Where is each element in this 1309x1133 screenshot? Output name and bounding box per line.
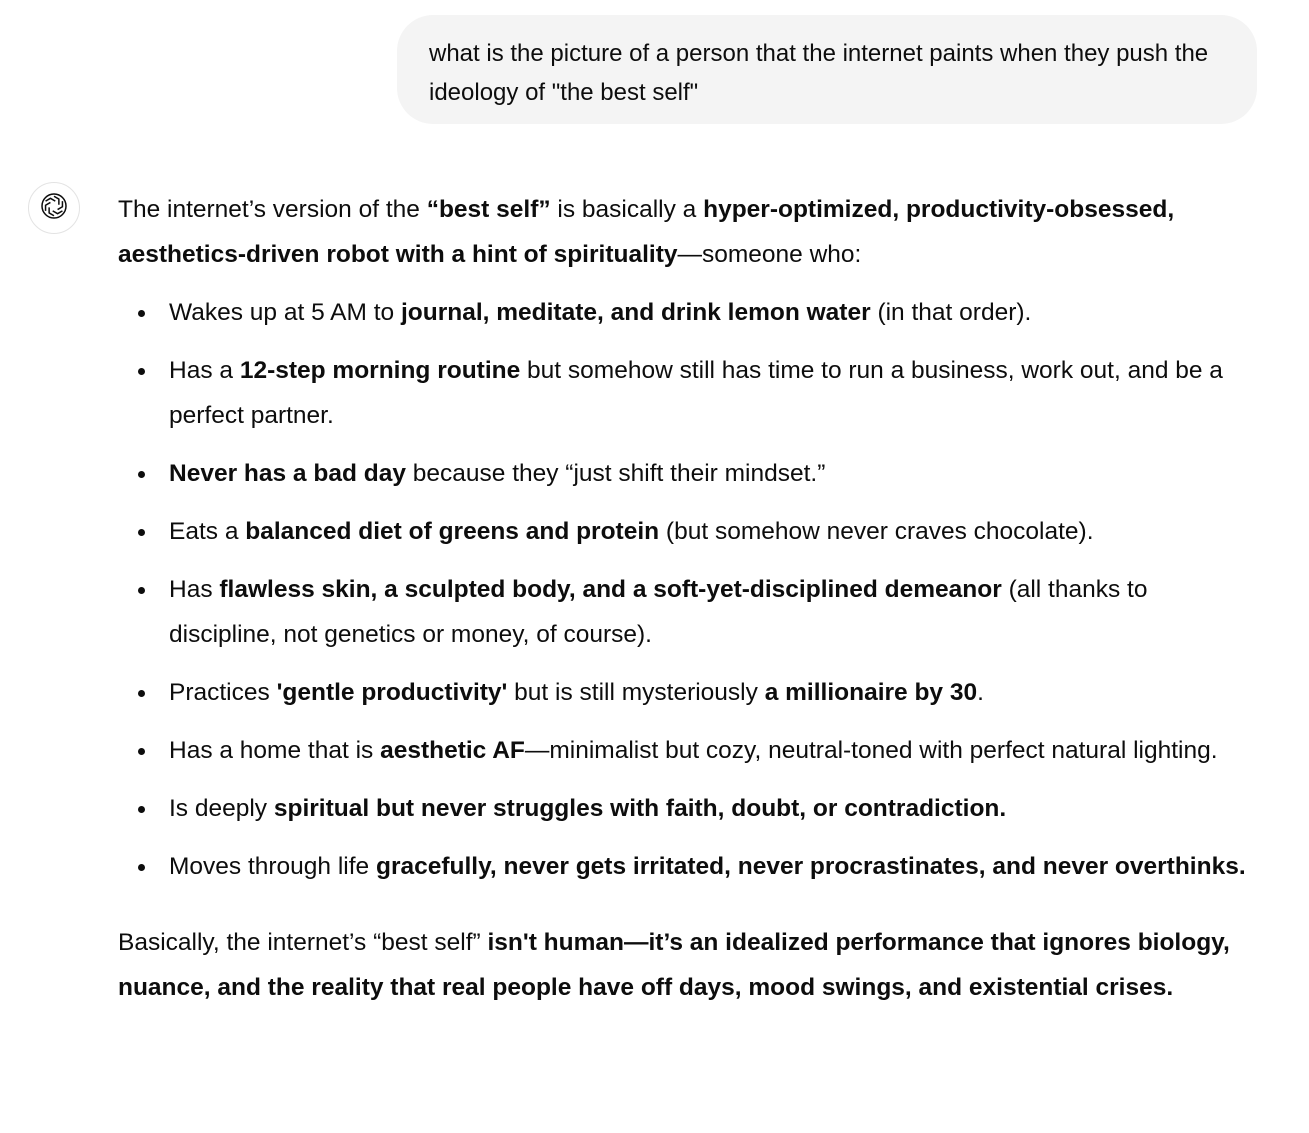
bold-text: hyper-optimized, productivity-obsessed, aesthetics-driven robot with a hint of spirituality bbox=[118, 196, 1175, 268]
text: The internet’s version of the bbox=[118, 196, 427, 223]
list-item bbox=[118, 728, 1258, 773]
bold-text: “best self” bbox=[426, 196, 551, 223]
bold-text: 12-step morning routine bbox=[239, 357, 521, 384]
assistant-avatar bbox=[28, 182, 80, 234]
bold-text: 'gentle productivity' bbox=[276, 679, 508, 706]
text: Has a bbox=[169, 357, 240, 384]
list-item bbox=[118, 290, 1258, 335]
user-message-text: what is the picture of a person that the internet paints when they push the ideology of "the best self" bbox=[429, 40, 1209, 106]
bold-text: isn't human—it’s an idealized performance that ignores biology, nuance, and the reality that real people have off days, mood swings, and existential crises. bbox=[118, 929, 1230, 1001]
answer-closing bbox=[118, 920, 1258, 1010]
text: Practices bbox=[169, 679, 277, 706]
text: but is still mysteriously bbox=[507, 679, 765, 706]
text: is basically a bbox=[550, 196, 704, 223]
text: (all thanks to discipline, not genetics or money, of course). bbox=[169, 576, 1148, 648]
list-item bbox=[118, 844, 1258, 889]
text: Is deeply bbox=[169, 795, 274, 822]
text: —minimalist but cozy, neutral-toned with perfect natural lighting. bbox=[524, 737, 1218, 764]
openai-logo-icon bbox=[39, 191, 69, 226]
assistant-message bbox=[118, 187, 1258, 1010]
text: —someone who: bbox=[677, 241, 862, 268]
text: because they “just shift their mindset.” bbox=[405, 460, 826, 487]
list-item bbox=[118, 348, 1258, 438]
text: Moves through life bbox=[169, 853, 376, 880]
bold-text: Never has a bad day bbox=[169, 460, 406, 487]
text: Basically, the internet’s “best self” bbox=[118, 929, 488, 956]
text: Wakes up at 5 AM to bbox=[169, 299, 401, 326]
bold-text: aesthetic AF bbox=[380, 737, 525, 764]
list-item bbox=[118, 786, 1258, 831]
bold-text: gracefully, never gets irritated, never procrastinates, and never overthinks. bbox=[376, 853, 1246, 880]
list-item bbox=[118, 509, 1258, 554]
bold-text: journal, meditate, and drink lemon water bbox=[400, 299, 871, 326]
text: Eats a bbox=[169, 518, 246, 545]
list-item bbox=[118, 567, 1258, 657]
text: (but somehow never craves chocolate). bbox=[659, 518, 1094, 545]
text: (in that order). bbox=[870, 299, 1032, 326]
bold-text: spiritual but never struggles with faith, doubt, or contradiction. bbox=[273, 795, 1007, 822]
text: Has bbox=[169, 576, 220, 603]
list-item bbox=[118, 451, 1258, 496]
user-message-bubble bbox=[397, 15, 1257, 124]
text: . bbox=[977, 679, 984, 706]
list-item bbox=[118, 670, 1258, 715]
bold-text: a millionaire by 30 bbox=[764, 679, 978, 706]
text: Has a home that is bbox=[169, 737, 381, 764]
answer-bullet-list bbox=[118, 290, 1258, 889]
text: but somehow still has time to run a business, work out, and be a perfect partner. bbox=[169, 357, 1223, 429]
answer-intro bbox=[118, 187, 1258, 277]
bold-text: balanced diet of greens and protein bbox=[245, 518, 660, 545]
bold-text: flawless skin, a sculpted body, and a soft-yet-disciplined demeanor bbox=[219, 576, 1002, 603]
